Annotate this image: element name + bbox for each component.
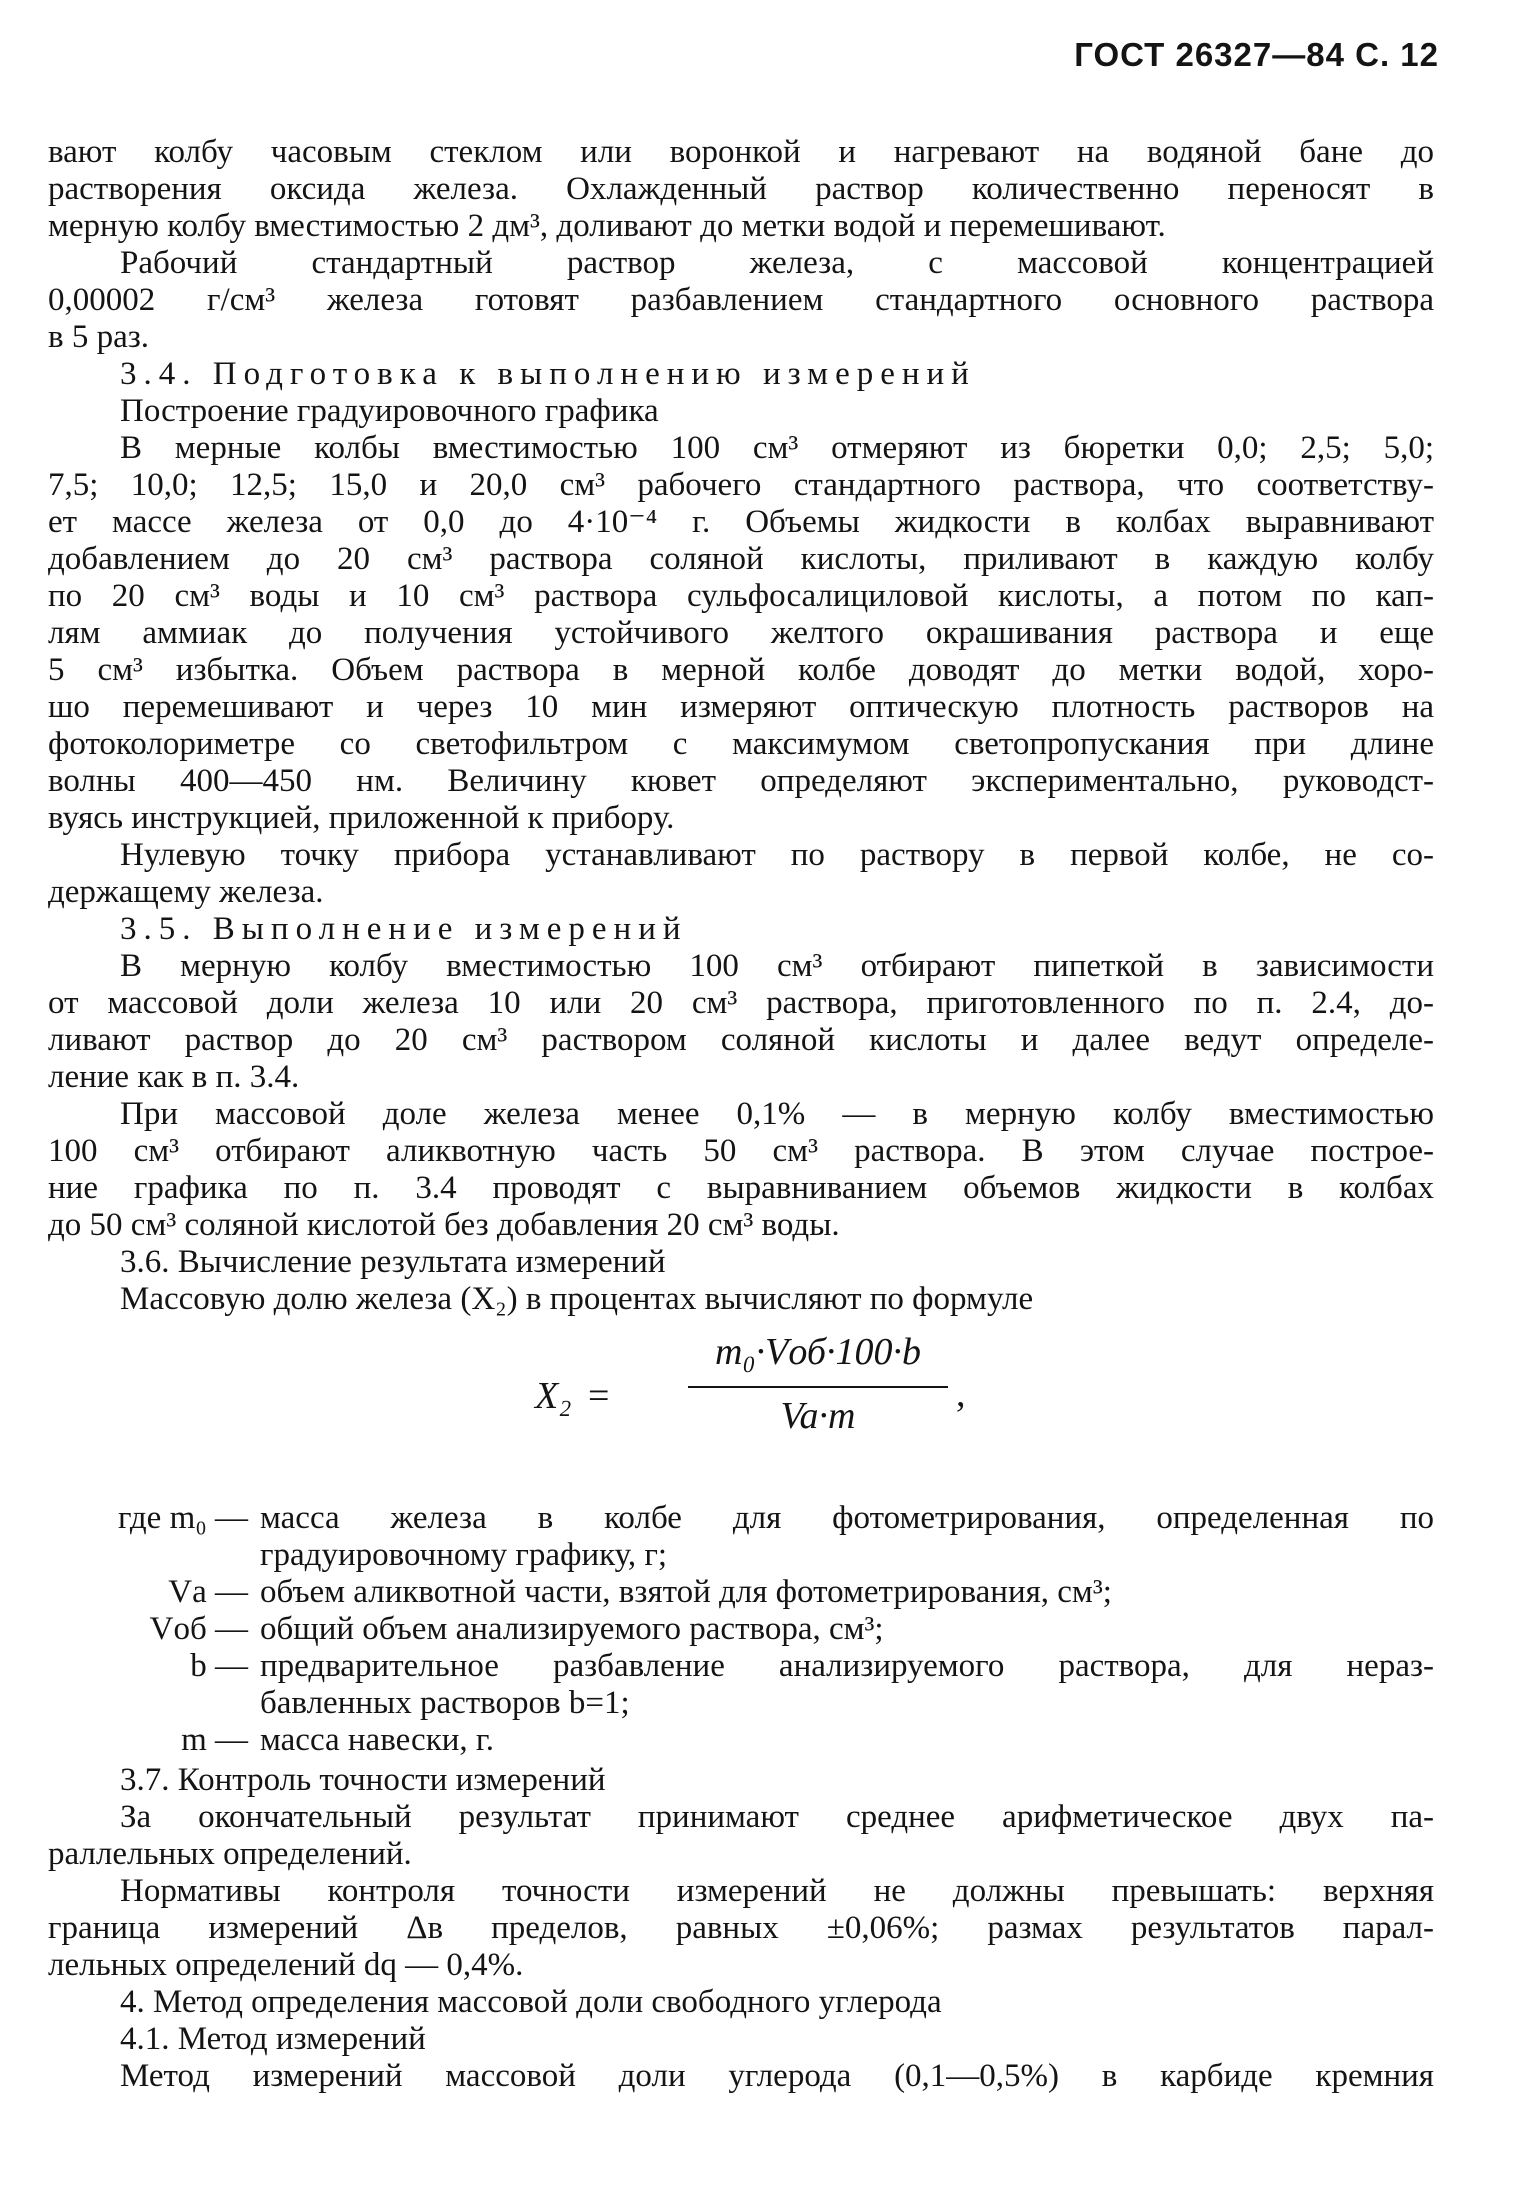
text-line: мерную колбу вместимостью 2 дм³, доливают до метки водой и перемешивают. <box>48 208 1166 244</box>
formula-denominator: Va·m <box>780 1395 856 1437</box>
formula-lhs: X₂ <box>535 1375 572 1417</box>
text-line: ет массе железа от 0,0 до 4·10⁻⁴ г. Объемы жидкости в колбах выравнивают <box>48 504 1434 540</box>
text-line: лям аммиак до получения устойчивого желтого окрашивания раствора и еще <box>48 615 1434 651</box>
text-line: 0,00002 г/см³ железа готовят разбавлением стандартного основного раствора <box>48 282 1434 318</box>
legend-text: общий объем анализируемого раствора, см³; <box>260 1611 884 1647</box>
fraction-bar <box>688 1386 948 1388</box>
section-heading-3-6: 3.6. Вычисление результата измерений <box>120 1244 666 1280</box>
text-line: лельных определений dq — 0,4%. <box>48 1947 524 1983</box>
legend-text: масса железа в колбе для фотометрирования, определенная по <box>260 1500 1434 1536</box>
text-line: по 20 см³ воды и 10 см³ раствора сульфосалициловой кислоты, а потом по кап- <box>48 578 1434 614</box>
legend-text: градуировочному графику, г; <box>260 1537 668 1573</box>
text-line: ление как в п. 3.4. <box>48 1059 300 1095</box>
text-line: ние графика по п. 3.4 проводят с выравниванием объемов жидкости в колбах <box>48 1170 1434 1206</box>
text-line: держащему железа. <box>48 874 324 910</box>
legend-text: масса навески, г. <box>260 1722 494 1758</box>
section-heading-4-1: 4.1. Метод измерений <box>120 2021 426 2057</box>
text-line: раллельных определений. <box>48 1836 412 1872</box>
text-line: В мерную колбу вместимостью 100 см³ отбирают пипеткой в зависимости <box>120 948 1434 984</box>
section-heading-4: 4. Метод определения массовой доли свободного углерода <box>120 1984 942 2020</box>
text-line: 100 см³ отбирают аликвотную часть 50 см³ раствора. В этом случае построе- <box>48 1133 1434 1169</box>
text-line: вают колбу часовым стеклом или воронкой и нагревают на водяной бане до <box>48 134 1434 170</box>
text-line: Нормативы контроля точности измерений не должны превышать: верхняя <box>120 1873 1434 1909</box>
legend-text: объем аликвотной части, взятой для фотометрирования, см³; <box>260 1574 1112 1610</box>
text-line: в 5 раз. <box>48 319 150 355</box>
text-line: При массовой доле железа менее 0,1% — в мерную колбу вместимостью <box>120 1096 1434 1132</box>
section-heading-3-4: 3.4. Подготовка к выполнению измерений <box>120 356 976 392</box>
text-line: В мерные колбы вместимостью 100 см³ отмеряют из бюретки 0,0; 2,5; 5,0; <box>120 430 1434 466</box>
text-line: За окончательный результат принимают среднее арифметическое двух па- <box>120 1799 1434 1835</box>
text-line: до 50 см³ соляной кислотой без добавления 20 см³ воды. <box>48 1207 840 1243</box>
text-line: Массовую долю железа (X₂) в процентах вычисляют по формуле <box>120 1281 1034 1317</box>
legend-symbol: m — <box>181 1722 248 1758</box>
text-line: вуясь инструкцией, приложенной к прибору. <box>48 800 675 836</box>
legend-text: бавленных растворов b=1; <box>260 1685 630 1721</box>
text-line: волны 400—450 нм. Величину кювет определяют экспериментально, руководст- <box>48 763 1434 799</box>
section-heading-3-7: 3.7. Контроль точности измерений <box>120 1762 606 1798</box>
legend-symbol: Vа — <box>168 1574 248 1610</box>
text-line: Метод измерений массовой доли углерода (0,1—0,5%) в карбиде кремния <box>120 2058 1434 2094</box>
text-line: добавлением до 20 см³ раствора соляной кислоты, приливают в каждую колбу <box>48 541 1434 577</box>
formula <box>48 1326 1434 1496</box>
text-line: 7,5; 10,0; 12,5; 15,0 и 20,0 см³ рабочего стандартного раствора, что соответству- <box>48 467 1434 503</box>
legend-text: предварительное разбавление анализируемого раствора, для нераз- <box>260 1648 1434 1684</box>
text-line: от массовой доли железа 10 или 20 см³ раствора, приготовленного по п. 2.4, до- <box>48 985 1434 1021</box>
body-text <box>48 134 1434 2095</box>
legend-symbol: b — <box>190 1648 248 1684</box>
page-header: ГОСТ 26327—84 С. 12 <box>1074 36 1439 73</box>
formula-legend <box>48 1500 1434 1832</box>
text-line: 5 см³ избытка. Объем раствора в мерной колбе доводят до метки водой, хоро- <box>48 652 1434 688</box>
formula-comma: , <box>956 1373 966 1415</box>
section-heading-3-5: 3.5. Выполнение измерений <box>120 911 688 947</box>
text-line: фотоколориметре со светофильтром с максимумом светопропускания при длине <box>48 726 1434 762</box>
legend-symbol: где m₀ — <box>117 1500 248 1536</box>
formula-equals: = <box>588 1375 610 1417</box>
text-line: Нулевую точку прибора устанавливают по раствору в первой колбе, не со- <box>120 837 1434 873</box>
text-line: ливают раствор до 20 см³ раствором соляной кислоты и далее ведут определе- <box>48 1022 1434 1058</box>
text-line: граница измерений Δв пределов, равных ±0,06%; размах результатов парал- <box>48 1910 1434 1946</box>
text-line: шо перемешивают и через 10 мин измеряют оптическую плотность растворов на <box>48 689 1434 725</box>
legend-symbol: Vоб — <box>149 1611 248 1647</box>
subsection-heading: Построение градуировочного графика <box>120 393 659 429</box>
text-line: растворения оксида железа. Охлажденный раствор количественно переносят в <box>48 171 1434 207</box>
text-line: Рабочий стандартный раствор железа, с массовой концентрацией <box>120 245 1434 281</box>
formula-numerator: m₀·Vоб·100·b <box>715 1331 921 1373</box>
